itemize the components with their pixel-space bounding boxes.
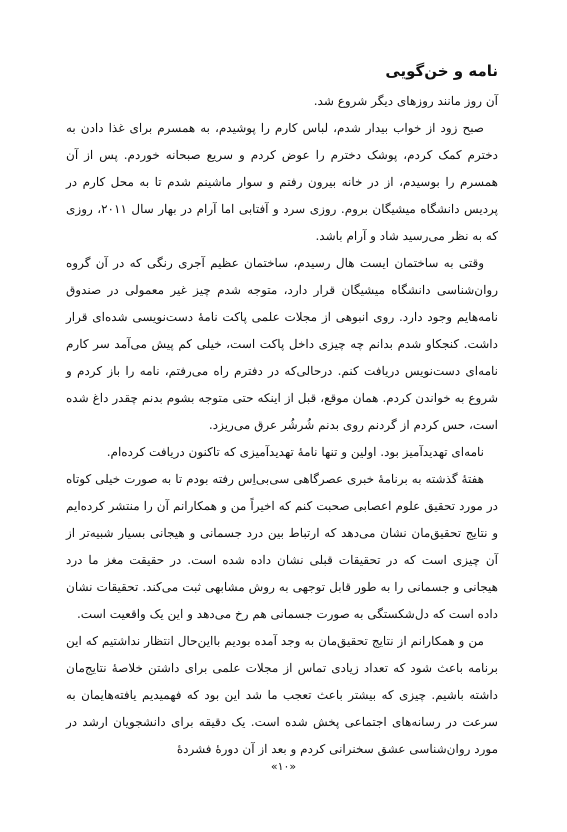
page-number: «۱۰»	[270, 760, 297, 773]
paragraph: آن روز مانند روزهای دیگر شروع شد.	[313, 94, 498, 108]
chapter-heading: نامه و خن‌گویی	[385, 62, 498, 80]
paragraph: نامه‌ای تهدیدآمیز بود. اولین و تنها نامهٔ تهدیدآمیزی که تاکنون دریافت کرده‌ام.	[106, 445, 484, 459]
paragraph: هفتهٔ گذشته به برنامهٔ خبری عصرگاهی سی‌بی‌اِس رفته بودم تا به صورت خیلی کوتاه در مورد تحقیق علوم اعصابی صحبت کنم که اخیراً من و همکارانم آن را منتشر کرده‌ایم و نتایج تحقیق‌مان نشان می‌دهد که ارتباط بین درد جسمانی و هیجانی بسیار شبیه‌تر از آن چیزی است که در تحقیقات قبلی نشان داده شده است. در حقیقت مغز ما درد هیجانی و جسمانی را به طور قابل توجهی به روش مشابهی ثبت می‌کند. تحقیقات نشان داده است که دل‌شکستگی به صورت جسمانی هم رخ می‌دهد و این یک واقعیت است.	[66, 472, 498, 621]
paragraph: وقتی به ساختمان ایست هال رسیدم، ساختمان عظیم آجری رنگی که در آن گروه روان‌شناسی دانشگاه میشیگان قرار دارد، متوجه شدم چیز غیر معمولی در صندوق نامه‌هایم وجود دارد. روی انبوهی از مجلات علمی پاکت نامهٔ دست‌نویسی شده‌ای قرار داشت. کنجکاو شدم بدانم چه چیزی داخل پاکت است، خیلی کم پیش می‌آمد سر کارم نامه‌ای دست‌نویس دریافت کنم. درحالی‌که در دفترم راه می‌رفتم، نامه را باز کردم و شروع به خواندن کردم. همان موقع، قبل از اینکه حتی متوجه بشوم بدنم چقدر داغ شده است، حس کردم از گردنم روی بدنم شُرشُر عرق می‌ریزد.	[66, 256, 499, 432]
paragraph: من و همکارانم از نتایج تحقیق‌مان به وجد آمده بودیم بااین‌حال انتظار نداشتیم که این برنامه باعث شود که تعداد زیادی تماس از مجلات علمی برای داشتن خلاصهٔ نتایج‌مان داشته باشیم. چیزی که بیشتر باعث تعجب ما شد این بود که فهمیدیم یافته‌هایمان به سرعت در رسانه‌های اجتماعی پخش شده است. یک دقیقه برای دانشجویان ارشد در مورد روان‌شناسی عشق سخنرانی کردم و بعد از آن دورهٔ فشردهٔ	[66, 634, 498, 756]
chapter-body	[66, 62, 498, 763]
paragraph: صبح زود از خواب بیدار شدم، لباس کارم را پوشیدم، به همسرم برای غذا دادن به دخترم کمک کردم، پوشک دخترم را عوض کردم و سریع صبحانه خوردم. پس از آن همسرم را بوسیدم، از در خانه بیرون رفتم و سوار ماشینم شدم تا به محل کارم در پردیس دانشگاه میشیگان بروم. روزی سرد و آفتابی اما آرام در بهار سال ۲۰۱۱، روزی که به نظر می‌رسید شاد و آرام باشد.	[66, 121, 498, 243]
